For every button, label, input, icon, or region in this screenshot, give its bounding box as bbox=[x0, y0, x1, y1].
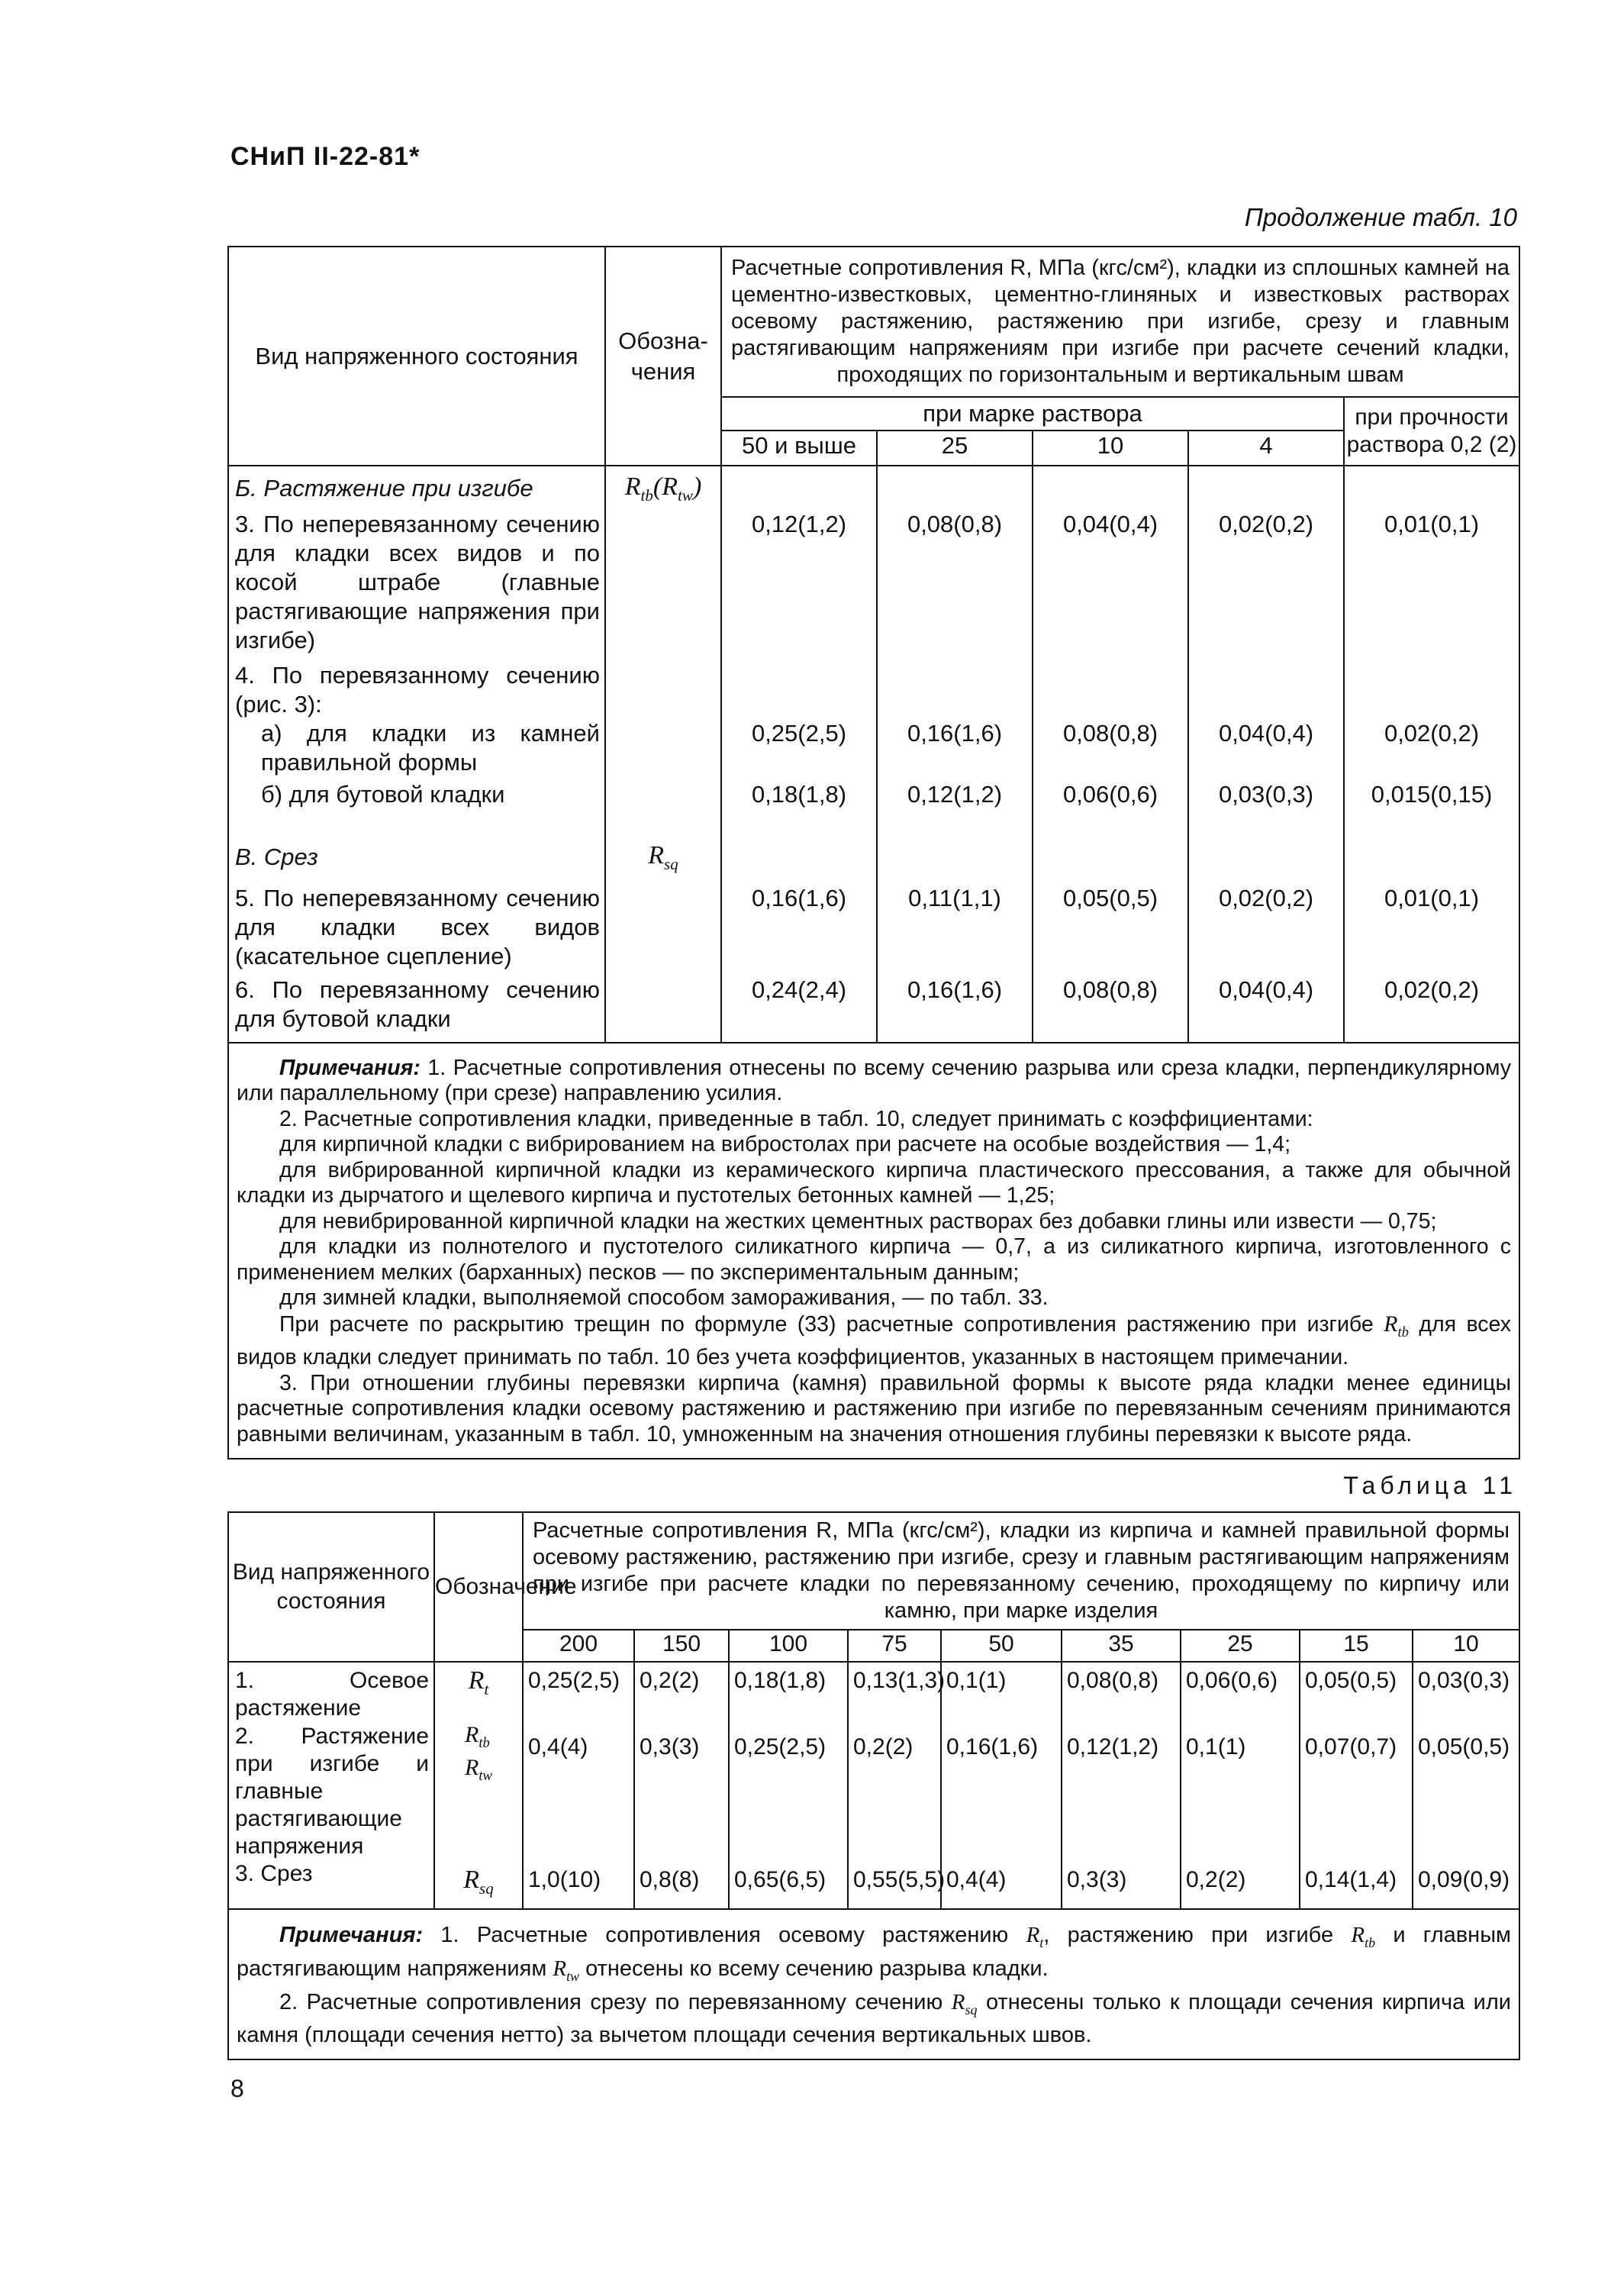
symbol-rsq: $R_{sq}$ bbox=[434, 1860, 523, 1909]
col-header-strength: при прочности раствора 0,2 (2) bbox=[1344, 397, 1519, 466]
note-3: 3. При отношении глубины перевязки кирпича (камня) правильной формы к высоте ряда кладки менее единицы расчетные сопротивления кладки осевому растяжению и растяжению при изгибе по перевязанным сечениям принимаются равными величинам, указанным в табл. 10, умноженным на значения отношения глубины перевязки к высоте ряда. bbox=[237, 1370, 1511, 1447]
row-4a-value: 0,25(2,5) bbox=[721, 719, 877, 780]
t11-grade: 25 bbox=[1181, 1630, 1300, 1662]
note-1: 1. Расчетные сопротивления отнесены по всему сечению разрыва или среза кладки, перпендикулярному или параллельному (при срезе) направлению усилия. bbox=[237, 1055, 1512, 1106]
t11-row-2-value: 0,16(1,6) bbox=[941, 1723, 1062, 1860]
t11-row-3-value: 0,2(2) bbox=[1181, 1860, 1300, 1909]
row-4b-value: 0,03(0,3) bbox=[1188, 780, 1344, 835]
note-2a: для кирпичной кладки с вибрированием на вибростолах при расчете на особые воздействия — 1,4; bbox=[279, 1132, 1291, 1157]
t11-row-3-label: 3. Срез bbox=[228, 1860, 434, 1909]
t11-grade: 150 bbox=[634, 1630, 729, 1662]
row-3-value: 0,02(0,2) bbox=[1188, 510, 1344, 661]
row-5-value: 0,02(0,2) bbox=[1188, 884, 1344, 976]
t11-note-1-text: 1. Расчетные сопротивления осевому растяжению bbox=[440, 1923, 1009, 1947]
t11-row-1-label: 1. Осевое растяжение bbox=[228, 1662, 434, 1723]
note-2c: для невибрированной кирпичной кладки на жестких цементных растворах без добавки глины или извести — 0,75; bbox=[279, 1208, 1437, 1234]
t11-grade: 200 bbox=[523, 1630, 634, 1662]
t11-row-1-value: 0,08(0,8) bbox=[1062, 1662, 1181, 1723]
table-11-notes bbox=[228, 1909, 1519, 2059]
symbol-rsq: $R_{sq}$ bbox=[605, 835, 721, 884]
col-header-kind: Вид напряженного состояния bbox=[228, 247, 605, 466]
table-continuation-label: Продолжение табл. 10 bbox=[1244, 203, 1517, 231]
symbol-rtb-rtw: $R_{tb}$ $R_{tw}$ bbox=[434, 1723, 523, 1860]
row-4a-value: 0,16(1,6) bbox=[877, 719, 1033, 780]
t11-grade: 15 bbox=[1300, 1630, 1413, 1662]
row-4b-value: 0,12(1,2) bbox=[877, 780, 1033, 835]
note-2e: для зимней кладки, выполняемой способом замораживания, — по табл. 33. bbox=[279, 1285, 1049, 1311]
row-5-value: 0,16(1,6) bbox=[721, 884, 877, 976]
table-11 bbox=[227, 1511, 1520, 2060]
t11-row-3-value: 0,09(0,9) bbox=[1418, 1867, 1510, 1892]
t11-col-header-kind: Вид напряженного состояния bbox=[228, 1512, 434, 1662]
row-3-value: 0,12(1,2) bbox=[721, 510, 877, 661]
t11-row-2-value: 0,05(0,5) bbox=[1418, 1734, 1510, 1759]
t11-row-1-value: 0,2(2) bbox=[634, 1662, 729, 1723]
t11-col-header-main: Расчетные сопротивления R, МПа (кгс/см²), кладки из кирпича и камней правильной формы осевому растяжению, растяжению при изгибе, срезу и главным растягивающим напряжениям при изгибе при расчете кладки по перевязанному сечению, проходящему по кирпичу или камню, при марке изделия bbox=[523, 1512, 1519, 1630]
t11-note-1-text: отнесены ко всему сечению разрыва кладки. bbox=[585, 1956, 1049, 1981]
symbol-rsq: $R_{sq}$ bbox=[951, 1989, 978, 2017]
t11-row-3-value: 0,65(6,5) bbox=[729, 1860, 848, 1909]
t11-row-3-value: 1,0(10) bbox=[523, 1860, 634, 1909]
t11-grade: 100 bbox=[729, 1630, 848, 1662]
note-2d: для кладки из полнотелого и пустотелого силикатного кирпича — 0,7, а из силикатного кирпича, изготовленного с применением мелких (барханных) песков — по экспериментальным данным; bbox=[237, 1234, 1511, 1285]
t11-note-1-text: , растяжению при изгибе bbox=[1043, 1923, 1334, 1947]
t11-row-3-value: 0,3(3) bbox=[1062, 1860, 1181, 1909]
t11-row-2-value: 0,25(2,5) bbox=[729, 1723, 848, 1860]
row-3-label: 3. По неперевязанному сечению для кладки всех видов и по косой штрабе (главные растягивающие напряжения при изгибе) bbox=[228, 510, 605, 661]
t11-row-1-value: 0,18(1,8) bbox=[729, 1662, 848, 1723]
note-2f-text: При расчете по раскрытию трещин по формуле (33) расчетные сопротивления растяжению при изгибе bbox=[279, 1311, 1374, 1337]
note-2f-text: для всех видов кладки следует принимать по табл. 10 без учета коэффициентов, указанных в настоящем примечании. bbox=[237, 1311, 1512, 1370]
symbol-rt: $R_t$ bbox=[434, 1662, 523, 1723]
row-4b-value: 0,015(0,15) bbox=[1371, 780, 1493, 808]
t11-note-2-text: отнесены только к площади сечения кирпича или камня (площади сечения нетто) за вычетом площади сечения вертикальных швов. bbox=[237, 1989, 1512, 2048]
t11-notes-heading: Примечания: bbox=[279, 1923, 424, 1947]
row-3-value: 0,01(0,1) bbox=[1384, 510, 1480, 537]
t11-row-3-value: 0,55(5,5) bbox=[848, 1860, 941, 1909]
t11-row-1-value: 0,1(1) bbox=[941, 1662, 1062, 1723]
t11-row-2-value: 0,3(3) bbox=[634, 1723, 729, 1860]
row-6-value: 0,02(0,2) bbox=[1384, 976, 1480, 1003]
t11-row-2-value: 0,1(1) bbox=[1181, 1723, 1300, 1860]
row-4a-value: 0,04(0,4) bbox=[1188, 719, 1344, 780]
t11-note-2-text: 2. Расчетные сопротивления срезу по перевязанному сечению bbox=[279, 1989, 943, 2014]
t11-note-1-text: и главным растягивающим напряжениям bbox=[237, 1923, 1511, 1981]
grade-10: 10 bbox=[1033, 431, 1188, 466]
row-4-label: 4. По перевязанному сечению (рис. 3): bbox=[228, 661, 605, 719]
grade-25: 25 bbox=[877, 431, 1033, 466]
t11-grade: 10 bbox=[1413, 1630, 1519, 1662]
row-4a-label: а) для кладки из камней правильной формы bbox=[228, 719, 605, 780]
row-5-value: 0,11(1,1) bbox=[877, 884, 1033, 976]
row-6-value: 0,16(1,6) bbox=[877, 976, 1033, 1043]
note-2f bbox=[237, 1311, 1511, 1371]
row-4b-value: 0,18(1,8) bbox=[721, 780, 877, 835]
table-11-caption: Таблица 11 bbox=[1343, 1472, 1517, 1499]
grade-50: 50 и выше bbox=[721, 431, 877, 466]
t11-row-2-value: 0,07(0,7) bbox=[1300, 1723, 1413, 1860]
t11-row-2-value: 0,12(1,2) bbox=[1062, 1723, 1181, 1860]
t11-row-3-value: 0,4(4) bbox=[941, 1860, 1062, 1909]
t11-row-1-value: 0,03(0,3) bbox=[1418, 1668, 1510, 1693]
t11-row-2-value: 0,2(2) bbox=[848, 1723, 941, 1860]
symbol-rt: $R_t$ bbox=[1026, 1923, 1044, 1950]
t11-row-2-label: 2. Растяжение при изгибе и главные растягивающие напряжения bbox=[228, 1723, 434, 1860]
symbol-rtw: $R_{tw}$ bbox=[553, 1956, 580, 1984]
t11-row-1-value: 0,25(2,5) bbox=[523, 1662, 634, 1723]
row-3-value: 0,08(0,8) bbox=[877, 510, 1033, 661]
row-5-value: 0,01(0,1) bbox=[1384, 884, 1480, 911]
section-v-title: В. Срез bbox=[228, 835, 605, 884]
t11-grade: 35 bbox=[1062, 1630, 1181, 1662]
row-6-value: 0,24(2,4) bbox=[721, 976, 877, 1043]
row-4a-value: 0,02(0,2) bbox=[1384, 719, 1480, 747]
grade-4: 4 bbox=[1188, 431, 1344, 466]
t11-row-2-value: 0,4(4) bbox=[523, 1723, 634, 1860]
t11-row-1-value: 0,13(1,3) bbox=[848, 1662, 941, 1723]
row-4a-value: 0,08(0,8) bbox=[1033, 719, 1188, 780]
row-5-label: 5. По неперевязанному сечению для кладки всех видов (касательное сцепление) bbox=[228, 884, 605, 976]
row-6-label: 6. По перевязанному сечению для бутовой кладки bbox=[228, 976, 605, 1043]
page-number: 8 bbox=[230, 2075, 244, 2102]
section-b-title: Б. Растяжение при изгибе bbox=[228, 466, 605, 510]
col-header-main-text: Расчетные сопротивления R, МПа (кгс/см²), кладки из сплошных камней на цементно-известковых, цементно-глиняных и известковых растворах осевому растяжению, растяжению при изгибе, срезу и главным растягивающим напряжениям при изгибе при расчете сечений кладки, проходящих по горизонтальным и вертикальным швам bbox=[731, 256, 1510, 387]
t11-grade: 75 bbox=[848, 1630, 941, 1662]
table-10-notes bbox=[228, 1043, 1519, 1459]
row-4b-value: 0,06(0,6) bbox=[1033, 780, 1188, 835]
col-header-symbol: Обозна-чения bbox=[605, 247, 721, 466]
table-10 bbox=[227, 246, 1520, 1459]
row-6-value: 0,08(0,8) bbox=[1033, 976, 1188, 1043]
notes-heading: Примечания: bbox=[279, 1055, 420, 1080]
note-2: 2. Расчетные сопротивления кладки, приведенные в табл. 10, следует принимать с коэффициентами: bbox=[279, 1106, 1313, 1131]
t11-row-3-value: 0,8(8) bbox=[634, 1860, 729, 1909]
t11-grade: 50 bbox=[941, 1630, 1062, 1662]
note-2b: для вибрированной кирпичной кладки из керамического кирпича пластического прессования, а также для обычной кладки из дырчатого и щелевого кирпича и пустотелых бетонных камней — 1,25; bbox=[237, 1157, 1511, 1208]
t11-row-3-value: 0,14(1,4) bbox=[1300, 1860, 1413, 1909]
document-code: СНиП II-22-81* bbox=[230, 142, 420, 171]
symbol-rtb: $R_{tb}$ bbox=[1384, 1311, 1409, 1340]
row-3-value: 0,04(0,4) bbox=[1033, 510, 1188, 661]
row-4b-label: б) для бутовой кладки bbox=[228, 780, 605, 835]
col-header-grade: при марке раствора bbox=[721, 397, 1344, 431]
row-6-value: 0,04(0,4) bbox=[1188, 976, 1344, 1043]
row-5-value: 0,05(0,5) bbox=[1033, 884, 1188, 976]
t11-row-1-value: 0,05(0,5) bbox=[1300, 1662, 1413, 1723]
t11-row-1-value: 0,06(0,6) bbox=[1181, 1662, 1300, 1723]
symbol-rtb-rtw: $R_{tb}(R_{tw})$ bbox=[605, 466, 721, 510]
t11-col-header-symbol: Обозначение bbox=[434, 1512, 523, 1662]
symbol-rtb: $R_{tb}$ bbox=[1351, 1923, 1376, 1950]
col-header-main bbox=[721, 247, 1519, 397]
